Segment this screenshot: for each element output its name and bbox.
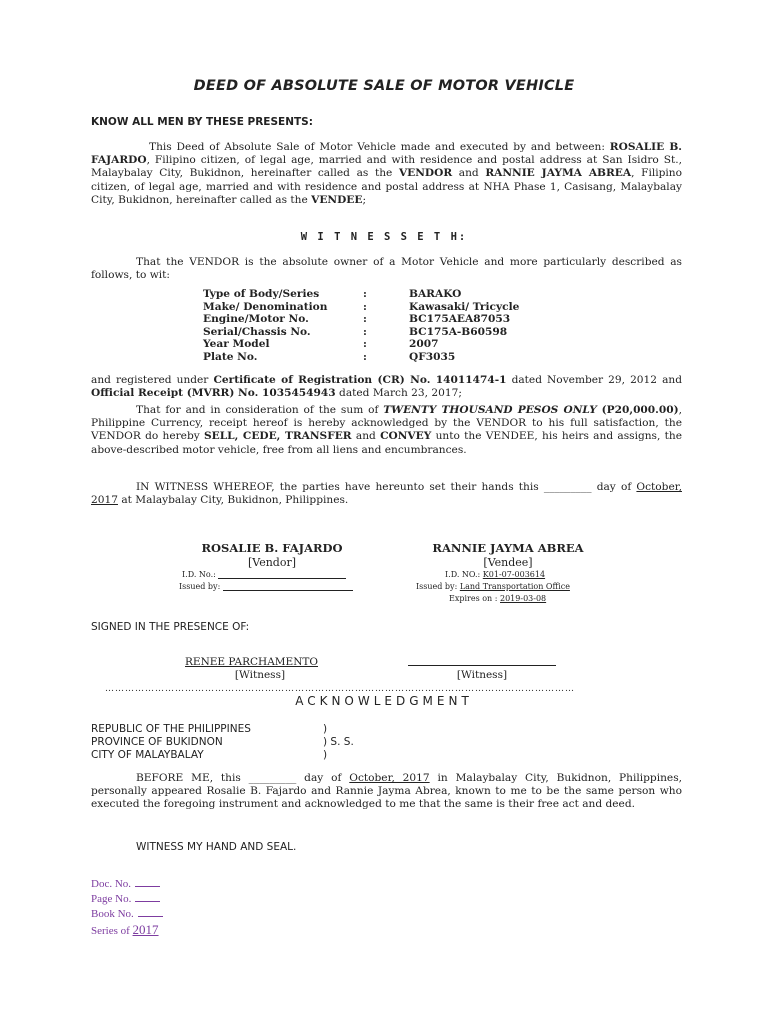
- owner-paragraph: That the VENDOR is the absolute owner of a Motor Vehicle and more particularly described as follows, to wit:: [91, 256, 682, 282]
- page-no: Page No.: [91, 892, 163, 907]
- before-me-paragraph: BEFORE ME, this _________ day of October, 2017 in Malaybalay City, Bukidnon, Philippines, personally appeared Rosalie B. Fajardo and Rannie Jayma Abrea, known to me to be the same person who executed the foregoing instrument and acknowledged to me that the same is their free act and deed.: [91, 772, 682, 811]
- series-of: Series of 2017: [91, 922, 159, 937]
- vendee-issued-value: Land Transportation Office: [459, 582, 570, 591]
- intro-paragraph: [91, 141, 682, 207]
- amount-number: (P20,000.00): [601, 404, 679, 416]
- vehicle-row: Make/ Denomination : Kawasaki/ Tricycle: [203, 300, 520, 313]
- vehicle-details-table: [203, 288, 609, 364]
- signed-presence-heading: SIGNED IN THE PRESENCE OF:: [91, 621, 250, 633]
- vendee-name-inline: RANNIE JAYMA ABREA: [485, 167, 632, 180]
- vehicle-row: Year Model : 2007: [203, 338, 439, 351]
- intro-text-1: This Deed of Absolute Sale of Motor Vehicle made and executed by and between:: [149, 141, 605, 153]
- vendee-word: VENDEE: [311, 193, 363, 206]
- sign-month: October, 2017: [91, 481, 682, 507]
- venue-row: CITY OF MALAYBALAY ): [91, 749, 328, 761]
- vendor-word: VENDOR: [398, 167, 453, 180]
- intro-text-2: , Filipino citizen, of legal age, married and with residence and postal address at San Isidro St., Malaybalay City, Bukidnon, hereinafter called as the: [91, 154, 682, 180]
- witness-hand-seal: WITNESS MY HAND AND SEAL.: [136, 841, 297, 853]
- amount-words: TWENTY THOUSAND PESOS ONLY: [383, 404, 597, 416]
- consideration-paragraph: That for and in consideration of the sum of TWENTY THOUSAND PESOS ONLY (P20,000.00), Philippine Currency, receipt hereof is hereby acknowledged by the VENDOR to his full satisfaction, the VENDOR do hereby SELL, CEDE, TRANSFER and CONVEY unto the VENDEE, his heirs and assigns, the above-described motor vehicle, free from all liens and encumbrances.: [91, 404, 682, 456]
- witness-1-role: [Witness]: [234, 669, 286, 681]
- vendee-expiry-value: 2019-03-08: [500, 594, 547, 603]
- vendor-issued-blank: [223, 590, 353, 591]
- vendor-id-blank: [218, 578, 346, 579]
- document-title: DEED OF ABSOLUTE SALE OF MOTOR VEHICLE: [193, 78, 575, 94]
- separator-dots: ……………………………………………………………………………………………………………………………: [105, 684, 575, 694]
- witnesseth-heading: W I T N E S S E T H:: [300, 231, 468, 243]
- in-witness-paragraph: IN WITNESS WHEREOF, the parties have hereunto set their hands this _________ day of October, 2017 at Malaybalay City, Bukidnon, Philippines.: [91, 481, 682, 507]
- witness-1-name: RENEE PARCHAMENTO: [185, 656, 319, 668]
- venue-row: PROVINCE OF BUKIDNON ) S. S.: [91, 736, 354, 748]
- venue-block: [91, 723, 354, 762]
- vendor-issued-line: Issued by:: [179, 582, 353, 591]
- or-number: Official Receipt (MVRR) No. 1035454943: [91, 387, 336, 400]
- notary-register: [91, 877, 163, 939]
- vendee-expiry-line: Expires on : 2019-03-08: [449, 594, 547, 603]
- witness-2-role: [Witness]: [456, 669, 508, 681]
- intro-text-4: , Filipino citizen, of legal age, married and with residence and postal address at NHA Phase 1, Casisang, Malaybalay City, Bukidnon, hereinafter called as the: [91, 167, 682, 206]
- book-no: Book No.: [91, 907, 163, 922]
- vendor-role: [Vendor]: [247, 556, 297, 569]
- opening-clause: KNOW ALL MEN BY THESE PRESENTS:: [91, 116, 313, 128]
- cr-number: Certificate of Registration (CR) No. 14011474-1: [213, 374, 507, 386]
- vehicle-row: Plate No. : QF3035: [203, 350, 456, 363]
- venue-row: REPUBLIC OF THE PHILIPPINES ): [91, 723, 328, 735]
- intro-text-5: ;: [362, 193, 367, 206]
- vendee-issued-line: Issued by: Land Transportation Office: [416, 582, 570, 591]
- ack-month: October, 2017: [349, 772, 430, 784]
- vendee-signatory-name: RANNIE JAYMA ABREA: [432, 541, 584, 555]
- vendor-id-line: I.D. No.:: [182, 570, 346, 579]
- vendee-role: [Vendee]: [483, 556, 533, 569]
- acknowledgment-heading: ACKNOWLEDGMENT: [295, 694, 473, 708]
- doc-no: Doc. No.: [91, 877, 163, 892]
- vendee-id-line: I.D. NO.: K01-07-003614: [445, 570, 546, 579]
- witness-2-signature-line: [408, 652, 556, 666]
- vendor-name-inline: ROSALIE B. FAJARDO: [91, 141, 682, 167]
- vendee-id-value: K01-07-003614: [482, 570, 546, 579]
- intro-text-3: and: [458, 167, 479, 180]
- vehicle-row: Type of Body/Series : BARAKO: [203, 288, 462, 300]
- vehicle-row: Engine/Motor No. : BC175AEA87053: [203, 313, 511, 326]
- vehicle-row: Serial/Chassis No. : BC175A-B60598: [203, 325, 508, 338]
- registration-paragraph: and registered under Certificate of Registration (CR) No. 14011474-1 dated November 29, 2012 and Official Receipt (MVRR) No. 1035454943 dated March 23, 2017;: [91, 374, 683, 400]
- vendor-signatory-name: ROSALIE B. FAJARDO: [201, 541, 343, 555]
